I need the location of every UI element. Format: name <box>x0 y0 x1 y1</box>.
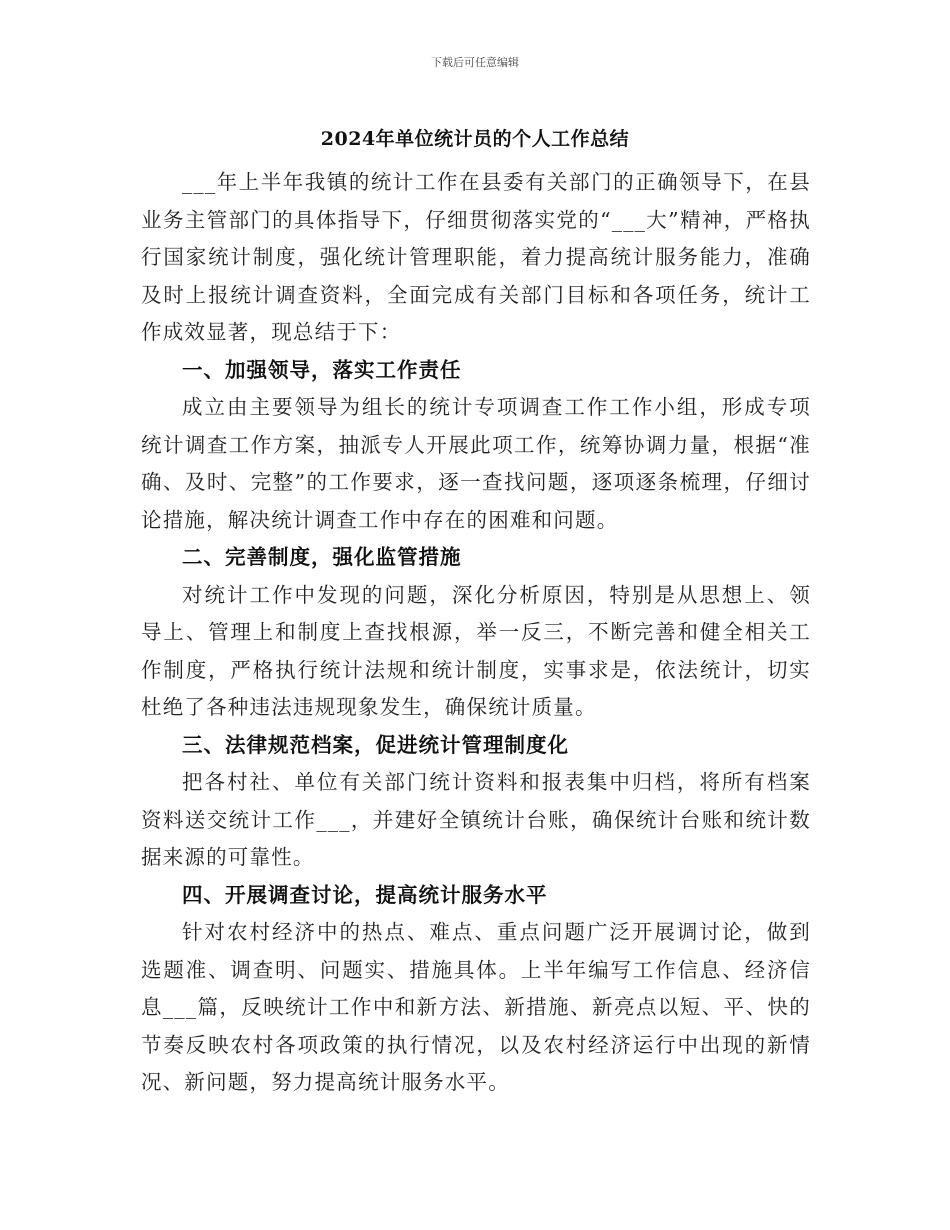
section-heading-1: 一、加强领导，落实工作责任 <box>182 357 462 382</box>
document-body <box>141 164 811 1102</box>
intro-paragraph: ___年上半年我镇的统计工作在县委有关部门的正确领导下，在县业务主管部门的具体指导下，仔细贯彻落实党的“___大”精神，严格执行国家统计制度，强化统计管理职能，着力提高统计服务能力，准确及时上报统计调查资料，全面完成有关部门目标和各项任务，统计工作成效显著，现总结于下： <box>141 170 811 344</box>
document-title: 2024年单位统计员的个人工作总结 <box>320 128 630 150</box>
download-editable-note: 下载后可任意编辑 <box>431 56 519 69</box>
section-3-paragraph: 把各村社、单位有关部门统计资料和报表集中归档，将所有档案资料送交统计工作___，并建好全镇统计台账，确保统计台账和统计数据来源的可靠性。 <box>141 770 811 869</box>
section-heading-2: 二、完善制度，强化监管措施 <box>182 545 462 569</box>
section-4-paragraph: 针对农村经济中的热点、难点、重点问题广泛开展调讨论，做到选题准、调查明、问题实、措施具体。上半年编写工作信息、经济信息___篇，反映统计工作中和新方法、新措施、新亮点以短、平、快的节奏反映农村各项政策的执行情况，以及农村经济运行中出现的新情况、新问题，努力提高统计服务水平。 <box>141 920 811 1094</box>
section-1-paragraph: 成立由主要领导为组长的统计专项调查工作工作小组，形成专项统计调查工作方案，抽派专人开展此项工作，统筹协调力量，根据“准确、及时、完整”的工作要求，逐一查找问题，逐项逐条梳理，仔细讨论措施，解决统计调查工作中存在的困难和问题。 <box>141 395 811 532</box>
section-2-paragraph: 对统计工作中发现的问题，深化分析原因，特别是从思想上、领导上、管理上和制度上查找根源，举一反三，不断完善和健全相关工作制度，严格执行统计法规和统计制度，实事求是，依法统计，切实杜绝了各种违法违规现象发生，确保统计质量。 <box>141 582 811 719</box>
section-heading-4: 四、开展调查讨论，提高统计服务水平 <box>182 882 548 907</box>
section-heading-3: 三、法律规范档案，促进统计管理制度化 <box>182 732 569 757</box>
